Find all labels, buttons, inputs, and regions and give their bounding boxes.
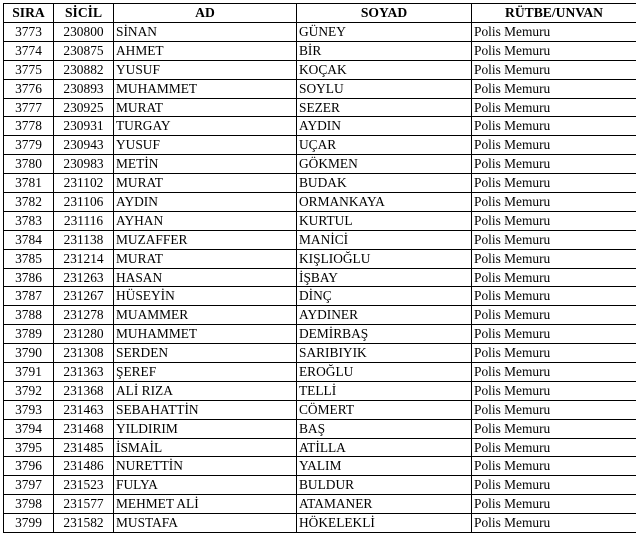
cell-rutbe: Polis Memuru xyxy=(472,60,637,79)
cell-rutbe: Polis Memuru xyxy=(472,117,637,136)
table-header-row xyxy=(4,4,637,23)
cell-ad: YILDIRIM xyxy=(114,419,297,438)
cell-rutbe: Polis Memuru xyxy=(472,344,637,363)
cell-rutbe: Polis Memuru xyxy=(472,136,637,155)
table-row xyxy=(4,79,637,98)
cell-sicil: 230882 xyxy=(54,60,114,79)
cell-soyad: DİNÇ xyxy=(297,287,472,306)
table-row xyxy=(4,268,637,287)
cell-sira: 3793 xyxy=(4,400,54,419)
cell-soyad: KURTUL xyxy=(297,211,472,230)
cell-sira: 3786 xyxy=(4,268,54,287)
personnel-table xyxy=(3,3,636,533)
cell-sira: 3789 xyxy=(4,325,54,344)
cell-sicil: 230875 xyxy=(54,41,114,60)
cell-sira: 3798 xyxy=(4,495,54,514)
cell-rutbe: Polis Memuru xyxy=(472,400,637,419)
cell-sira: 3778 xyxy=(4,117,54,136)
cell-ad: YUSUF xyxy=(114,136,297,155)
cell-rutbe: Polis Memuru xyxy=(472,230,637,249)
cell-sira: 3773 xyxy=(4,23,54,42)
cell-soyad: BUDAK xyxy=(297,174,472,193)
table-row xyxy=(4,174,637,193)
cell-rutbe: Polis Memuru xyxy=(472,495,637,514)
cell-ad: SERDEN xyxy=(114,344,297,363)
cell-sicil: 230925 xyxy=(54,98,114,117)
cell-ad: MUZAFFER xyxy=(114,230,297,249)
cell-soyad: TELLİ xyxy=(297,381,472,400)
cell-rutbe: Polis Memuru xyxy=(472,419,637,438)
cell-soyad: GÖKMEN xyxy=(297,155,472,174)
cell-soyad: ATİLLA xyxy=(297,438,472,457)
cell-rutbe: Polis Memuru xyxy=(472,193,637,212)
cell-ad: MEHMET ALİ xyxy=(114,495,297,514)
cell-ad: ŞEREF xyxy=(114,363,297,382)
cell-ad: MUHAMMET xyxy=(114,325,297,344)
cell-ad: HASAN xyxy=(114,268,297,287)
header-sicil: SİCİL xyxy=(54,4,114,23)
cell-rutbe: Polis Memuru xyxy=(472,438,637,457)
cell-sicil: 231102 xyxy=(54,174,114,193)
cell-sira: 3796 xyxy=(4,457,54,476)
cell-ad: TURGAY xyxy=(114,117,297,136)
cell-sira: 3781 xyxy=(4,174,54,193)
table-row xyxy=(4,136,637,155)
cell-sicil: 231486 xyxy=(54,457,114,476)
table-row xyxy=(4,457,637,476)
cell-sira: 3779 xyxy=(4,136,54,155)
cell-rutbe: Polis Memuru xyxy=(472,306,637,325)
cell-ad: MURAT xyxy=(114,249,297,268)
cell-sira: 3792 xyxy=(4,381,54,400)
cell-rutbe: Polis Memuru xyxy=(472,249,637,268)
cell-rutbe: Polis Memuru xyxy=(472,381,637,400)
cell-ad: MURAT xyxy=(114,98,297,117)
cell-sicil: 230943 xyxy=(54,136,114,155)
cell-soyad: YALIM xyxy=(297,457,472,476)
cell-soyad: GÜNEY xyxy=(297,23,472,42)
cell-sira: 3791 xyxy=(4,363,54,382)
table-row xyxy=(4,23,637,42)
cell-sira: 3787 xyxy=(4,287,54,306)
cell-soyad: MANİCİ xyxy=(297,230,472,249)
cell-soyad: İŞBAY xyxy=(297,268,472,287)
cell-ad: MUSTAFA xyxy=(114,514,297,533)
cell-rutbe: Polis Memuru xyxy=(472,174,637,193)
cell-soyad: SOYLU xyxy=(297,79,472,98)
cell-ad: AYHAN xyxy=(114,211,297,230)
cell-soyad: HÖKELEKLİ xyxy=(297,514,472,533)
cell-sicil: 231263 xyxy=(54,268,114,287)
cell-sira: 3795 xyxy=(4,438,54,457)
cell-sicil: 231308 xyxy=(54,344,114,363)
cell-sicil: 231582 xyxy=(54,514,114,533)
cell-rutbe: Polis Memuru xyxy=(472,363,637,382)
cell-sira: 3785 xyxy=(4,249,54,268)
cell-ad: İSMAİL xyxy=(114,438,297,457)
table-row xyxy=(4,363,637,382)
table-row xyxy=(4,193,637,212)
cell-ad: AYDIN xyxy=(114,193,297,212)
cell-sicil: 231280 xyxy=(54,325,114,344)
cell-ad: MUAMMER xyxy=(114,306,297,325)
cell-ad: METİN xyxy=(114,155,297,174)
cell-ad: YUSUF xyxy=(114,60,297,79)
cell-sicil: 231214 xyxy=(54,249,114,268)
cell-ad: SEBAHATTİN xyxy=(114,400,297,419)
cell-sicil: 231106 xyxy=(54,193,114,212)
cell-sicil: 230893 xyxy=(54,79,114,98)
cell-soyad: ORMANKAYA xyxy=(297,193,472,212)
table-row xyxy=(4,419,637,438)
cell-sira: 3799 xyxy=(4,514,54,533)
cell-soyad: ATAMANER xyxy=(297,495,472,514)
cell-rutbe: Polis Memuru xyxy=(472,287,637,306)
cell-rutbe: Polis Memuru xyxy=(472,514,637,533)
header-soyad: SOYAD xyxy=(297,4,472,23)
cell-rutbe: Polis Memuru xyxy=(472,98,637,117)
table-row xyxy=(4,400,637,419)
cell-sicil: 231116 xyxy=(54,211,114,230)
cell-soyad: EROĞLU xyxy=(297,363,472,382)
cell-sicil: 231368 xyxy=(54,381,114,400)
cell-sicil: 230983 xyxy=(54,155,114,174)
cell-rutbe: Polis Memuru xyxy=(472,23,637,42)
cell-rutbe: Polis Memuru xyxy=(472,268,637,287)
cell-ad: HÜSEYİN xyxy=(114,287,297,306)
table-row xyxy=(4,476,637,495)
cell-sicil: 231485 xyxy=(54,438,114,457)
cell-ad: MUHAMMET xyxy=(114,79,297,98)
cell-rutbe: Polis Memuru xyxy=(472,476,637,495)
table-row xyxy=(4,306,637,325)
cell-rutbe: Polis Memuru xyxy=(472,41,637,60)
document-page xyxy=(3,3,636,557)
cell-sicil: 231577 xyxy=(54,495,114,514)
cell-soyad: DEMİRBAŞ xyxy=(297,325,472,344)
cell-rutbe: Polis Memuru xyxy=(472,155,637,174)
cell-sicil: 231138 xyxy=(54,230,114,249)
cell-sira: 3784 xyxy=(4,230,54,249)
table-row xyxy=(4,438,637,457)
cell-sira: 3788 xyxy=(4,306,54,325)
cell-sicil: 231278 xyxy=(54,306,114,325)
cell-soyad: KOÇAK xyxy=(297,60,472,79)
cell-soyad: AYDIN xyxy=(297,117,472,136)
cell-sira: 3774 xyxy=(4,41,54,60)
table-body xyxy=(4,23,637,533)
cell-sira: 3775 xyxy=(4,60,54,79)
header-sira: SIRA xyxy=(4,4,54,23)
cell-ad: ALİ RIZA xyxy=(114,381,297,400)
table-row xyxy=(4,41,637,60)
table-row xyxy=(4,325,637,344)
cell-rutbe: Polis Memuru xyxy=(472,79,637,98)
cell-ad: NURETTİN xyxy=(114,457,297,476)
table-row xyxy=(4,211,637,230)
table-row xyxy=(4,249,637,268)
table-row xyxy=(4,155,637,174)
cell-soyad: SARIBIYIK xyxy=(297,344,472,363)
cell-soyad: SEZER xyxy=(297,98,472,117)
table-row xyxy=(4,514,637,533)
header-rutbe: RÜTBE/UNVAN xyxy=(472,4,637,23)
table-row xyxy=(4,117,637,136)
cell-sicil: 231363 xyxy=(54,363,114,382)
cell-sicil: 231468 xyxy=(54,419,114,438)
header-ad: AD xyxy=(114,4,297,23)
table-row xyxy=(4,60,637,79)
cell-soyad: KIŞLIOĞLU xyxy=(297,249,472,268)
cell-rutbe: Polis Memuru xyxy=(472,211,637,230)
table-row xyxy=(4,344,637,363)
table-row xyxy=(4,381,637,400)
cell-sicil: 231267 xyxy=(54,287,114,306)
cell-ad: MURAT xyxy=(114,174,297,193)
cell-sicil: 230800 xyxy=(54,23,114,42)
table-row xyxy=(4,287,637,306)
cell-soyad: UÇAR xyxy=(297,136,472,155)
cell-sira: 3776 xyxy=(4,79,54,98)
cell-sicil: 231523 xyxy=(54,476,114,495)
cell-sicil: 230931 xyxy=(54,117,114,136)
cell-sira: 3783 xyxy=(4,211,54,230)
cell-sira: 3777 xyxy=(4,98,54,117)
cell-rutbe: Polis Memuru xyxy=(472,325,637,344)
cell-sira: 3797 xyxy=(4,476,54,495)
cell-ad: SİNAN xyxy=(114,23,297,42)
table-row xyxy=(4,495,637,514)
cell-soyad: BAŞ xyxy=(297,419,472,438)
cell-soyad: CÖMERT xyxy=(297,400,472,419)
table-row xyxy=(4,98,637,117)
cell-sicil: 231463 xyxy=(54,400,114,419)
cell-ad: FULYA xyxy=(114,476,297,495)
table-row xyxy=(4,230,637,249)
cell-sira: 3790 xyxy=(4,344,54,363)
cell-sira: 3794 xyxy=(4,419,54,438)
cell-soyad: BULDUR xyxy=(297,476,472,495)
cell-sira: 3780 xyxy=(4,155,54,174)
cell-ad: AHMET xyxy=(114,41,297,60)
cell-rutbe: Polis Memuru xyxy=(472,457,637,476)
cell-sira: 3782 xyxy=(4,193,54,212)
cell-soyad: AYDINER xyxy=(297,306,472,325)
cell-soyad: BİR xyxy=(297,41,472,60)
